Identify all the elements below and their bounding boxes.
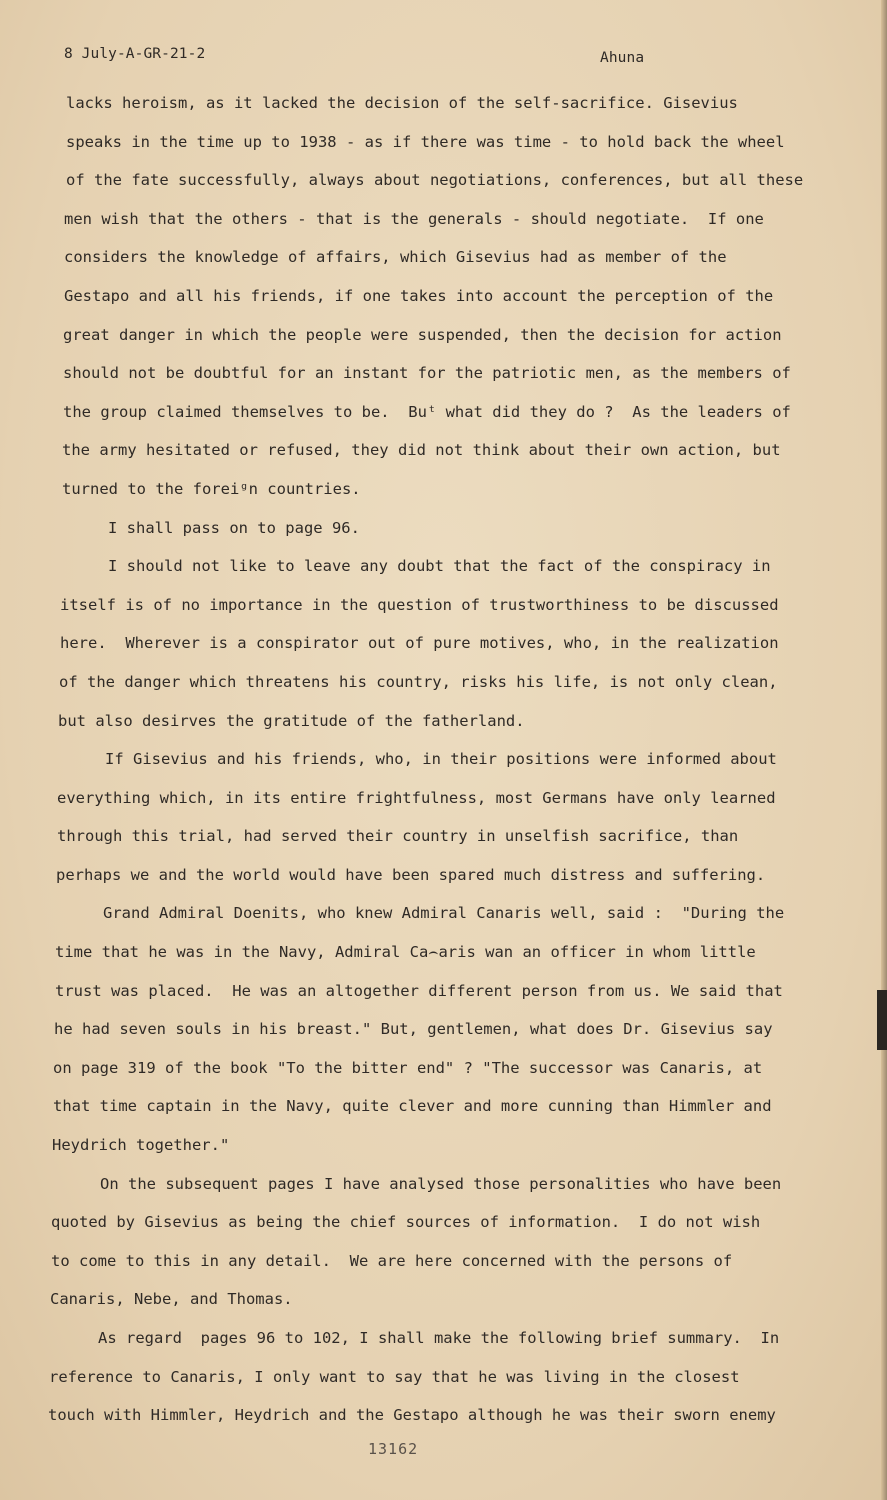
text-line: Grand Admiral Doenits, who knew Admiral Canaris well, said : "During the	[103, 904, 785, 923]
page-edge-tab	[877, 990, 887, 1050]
text-line: of the fate successfully, always about negotiations, conferences, but all these	[66, 171, 804, 190]
text-line: the army hesitated or refused, they did not think about their own action, but	[62, 441, 781, 460]
text-line: great danger in which the people were suspended, then the decision for action	[63, 325, 782, 344]
text-line: of the danger which threatens his country, risks his life, is not only clean,	[59, 672, 778, 691]
text-line: through this trial, had served their country in unselfish sacrifice, than	[57, 827, 739, 846]
text-line: here. Wherever is a conspirator out of pure motives, who, in the realization	[60, 634, 779, 653]
text-line: that time captain in the Navy, quite clever and more cunning than Himmler and	[53, 1097, 772, 1116]
text-line: On the subsequent pages I have analysed those personalities who have been	[100, 1174, 782, 1193]
text-line: should not be doubtful for an instant for the patriotic men, as the members of	[63, 364, 791, 383]
text-line: considers the knowledge of affairs, which Gisevius had as member of the	[64, 248, 727, 267]
text-line: but also desirves the gratitude of the fatherland.	[58, 711, 525, 730]
page-edge	[881, 0, 887, 1500]
text-line: perhaps we and the world would have been spared much distress and suffering.	[56, 865, 766, 884]
text-line: Canaris, Nebe, and Thomas.	[50, 1290, 293, 1309]
text-line: Heydrich together."	[52, 1136, 230, 1155]
text-line: As regard pages 96 to 102, I shall make the following brief summary. In	[98, 1329, 780, 1347]
text-line: touch with Himmler, Heydrich and the Gestapo although he was their sworn enemy	[48, 1406, 776, 1425]
document-reference: 8 July-A-GR-21-2	[64, 46, 206, 62]
text-line: speaks in the time up to 1938 - as if there was time - to hold back the wheel	[66, 132, 785, 151]
text-line: reference to Canaris, I only want to say that he was living in the closest	[49, 1367, 740, 1386]
text-line: lacks heroism, as it lacked the decision of the self-sacrifice. Gisevius	[66, 94, 738, 112]
text-line: quoted by Gisevius as being the chief sources of information. I do not wish	[51, 1213, 761, 1232]
text-line: turned to the foreiᵍn countries.	[62, 479, 361, 498]
text-line: trust was placed. He was an altogether different person from us. We said that	[55, 981, 783, 1000]
text-line: the group claimed themselves to be. Buᵗ what did they do ? As the leaders of	[63, 402, 791, 421]
transcript-body	[48, 84, 828, 1435]
text-line: everything which, in its entire frightfulness, most Germans have only learned	[57, 788, 776, 807]
speaker-name: Ahuna	[600, 50, 645, 66]
page-number: 13162	[368, 1440, 419, 1458]
text-line: If Gisevius and his friends, who, in their positions were informed about	[105, 750, 777, 769]
text-line: time that he was in the Navy, Admiral Ca⌢aris wan an officer in whom little	[55, 943, 756, 962]
page-header	[64, 46, 664, 72]
text-line: I shall pass on to page 96.	[108, 518, 360, 537]
text-line: to come to this in any detail. We are here concerned with the persons of	[51, 1251, 733, 1270]
text-line: on page 319 of the book "To the bitter end" ? "The successor was Canaris, at	[53, 1058, 763, 1077]
text-line: Gestapo and all his friends, if one takes into account the perception of the	[64, 286, 774, 305]
text-line: itself is of no importance in the question of trustworthiness to be discussed	[60, 595, 779, 614]
text-line: I should not like to leave any doubt that the fact of the conspiracy in	[108, 557, 771, 576]
text-line: men wish that the others - that is the generals - should negotiate. If one	[64, 209, 764, 228]
text-line: he had seven souls in his breast." But, gentlemen, what does Dr. Gisevius say	[54, 1020, 773, 1039]
